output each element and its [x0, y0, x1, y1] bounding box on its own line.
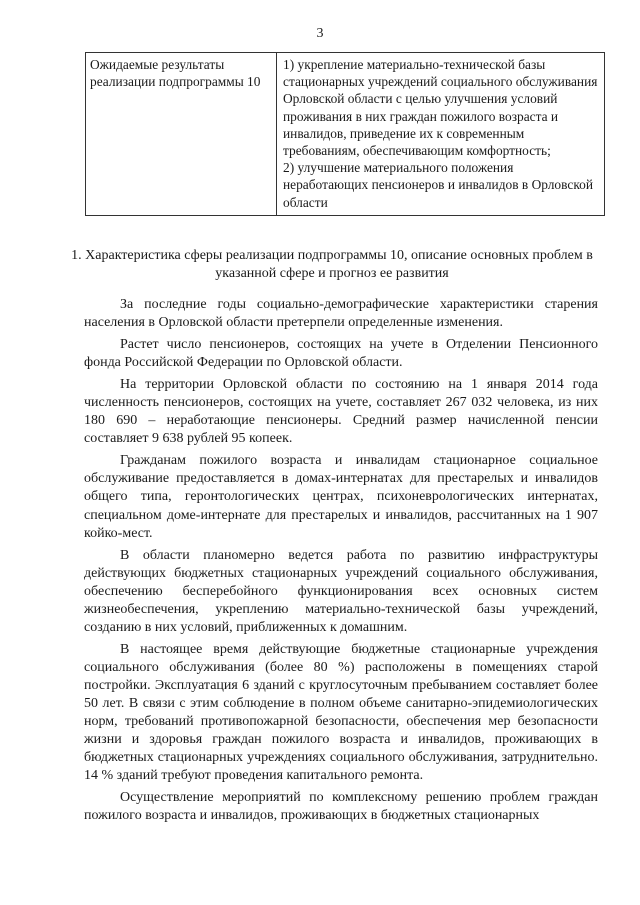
expected-result-item-1: 1) укрепление материально-технической базы стационарных учреждений социального обслуживания Орловской области с целью улучшения условий проживания в них граждан пожилого возраста и инвалидов, приведение их к современным требованиям, обеспечивающим комфортность;	[283, 57, 598, 159]
paragraph-2: Растет число пенсионеров, состоящих на учете в Отделении Пенсионного фонда Российской Федерации по Орловской области.	[84, 337, 598, 371]
section-heading: 1. Характеристика сферы реализации подпрограммы 10, описание основных проблем в указанной сфере и прогноз ее развития	[71, 248, 593, 281]
expected-result-item-2: 2) улучшение материального положения неработающих пенсионеров и инвалидов в Орловской области	[283, 160, 594, 210]
section-body	[84, 296, 598, 829]
paragraph-7: Осуществление мероприятий по комплексному решению проблем граждан пожилого возраста и инвалидов, проживающих в бюджетных стационарных	[84, 790, 598, 824]
expected-results-label: Ожидаемые результаты реализации подпрограммы 10	[86, 53, 277, 216]
expected-results-table	[85, 52, 605, 216]
paragraph-3: На территории Орловской области по состоянию на 1 января 2014 года численность пенсионеров, состоящих на учете, составляет 267 032 человека, из них 180 690 – неработающие пенсионеры. Средний размер начисленной пенсии составляет 9 638 рублей 95 копеек.	[84, 377, 598, 447]
paragraph-5: В области планомерно ведется работа по развитию инфраструктуры действующих бюджетных стационарных учреждений социального обслуживания, обеспечению бесперебойного функционирования всех основных систем жизнеобеспечения, укреплению материально-технической базы учреждений, созданию в них условий, приближенных к домашним.	[84, 547, 598, 635]
table-row	[86, 53, 605, 216]
paragraph-1: За последние годы социально-демографические характеристики старения населения в Орловской области претерпели определенные изменения.	[84, 297, 598, 331]
paragraph-6: В настоящее время действующие бюджетные стационарные учреждения социального обслуживания (более 80 %) расположены в помещениях старой постройки. Эксплуатация 6 зданий с круглосуточным пребыванием составляет более 50 лет. В связи с этим соблюдение в полном объеме санитарно-эпидемиологических норм, требований противопожарной безопасности, обеспечения мер безопасности жизни и здоровья граждан пожилого возраста и инвалидов, проживающих в бюджетных стационарных учреждениях социального обслуживания, затруднительно. 14 % зданий требуют проведения капитального ремонта.	[84, 641, 598, 784]
page-number: 3	[316, 26, 324, 41]
expected-results-values	[277, 53, 605, 216]
paragraph-4: Гражданам пожилого возраста и инвалидам стационарное социальное обслуживание предоставляется в домах-интернатах для престарелых и инвалидов общего типа, геронтологических центрах, психоневрологических интернатах, специальном доме-интернате для престарелых и инвалидов, рассчитанных на 1 907 койко-мест.	[84, 453, 598, 541]
